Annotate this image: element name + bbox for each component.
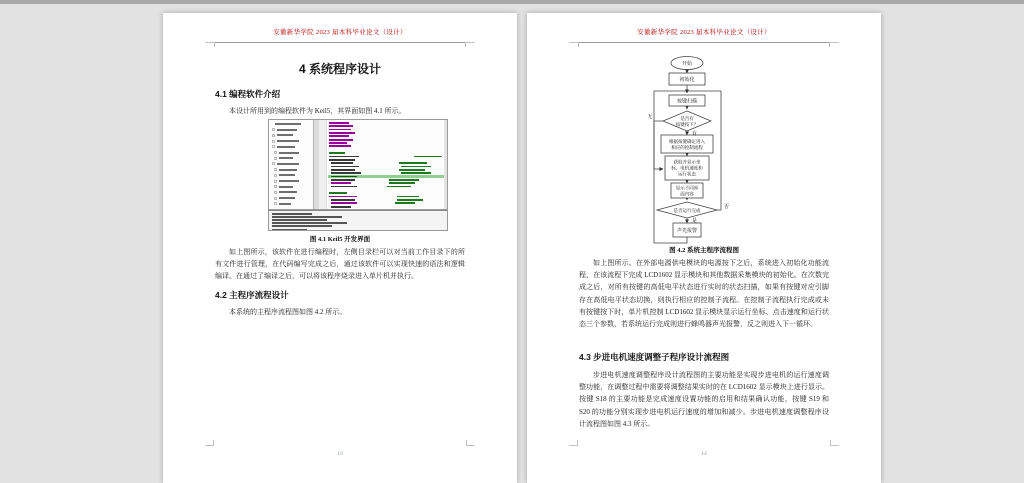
tree-item-label-bar (279, 203, 291, 205)
code-text-bar (329, 156, 359, 158)
build-output-line-bar (272, 225, 332, 227)
code-text-bar (331, 206, 351, 208)
build-output-line-bar (272, 222, 347, 224)
code-text-bar (397, 199, 423, 201)
code-text-bar (329, 129, 351, 131)
code-text-bar (331, 186, 357, 188)
main-program-flowchart (527, 49, 881, 247)
code-text-bar (329, 122, 349, 124)
section-4-2-paragraph: 本系统的主程序流程图如图 4.2 所示。 (229, 308, 347, 316)
header-crop-mark-right (829, 42, 839, 47)
code-text-bar (331, 172, 361, 174)
section-4-3-heading: 4.3 步进电机速度调整子程序设计流程图 (579, 352, 730, 362)
keil5-code-editor-panel (319, 120, 447, 209)
tree-item-label-bar (277, 146, 295, 148)
footer-crop-mark-right (466, 440, 475, 446)
section-4-1-heading: 4.1 编程软件介绍 (215, 89, 281, 99)
document-page-right[interactable] (527, 13, 881, 483)
tree-item-label-bar (279, 152, 299, 154)
tree-expander-icon (274, 168, 277, 171)
svg-text:是否有: 是否有 (680, 116, 694, 121)
document-page-left[interactable] (163, 13, 517, 483)
keil5-build-output-panel (268, 210, 448, 231)
build-output-line-bar (272, 219, 327, 221)
code-text-bar (331, 162, 353, 164)
tree-expander-icon (272, 162, 275, 165)
code-text-bar (331, 182, 351, 184)
code-text-bar (397, 196, 419, 198)
header-rule (205, 42, 475, 48)
build-output-line-bar (272, 216, 342, 218)
svg-text:是否运行完成: 是否运行完成 (673, 208, 701, 213)
svg-text:按键按下？: 按键按下？ (675, 122, 699, 127)
svg-text:初始化: 初始化 (679, 77, 695, 83)
tree-item-label-bar (279, 157, 293, 159)
tree-expander-icon (274, 157, 277, 160)
svg-text:声光报警: 声光报警 (676, 228, 698, 234)
keil5-project-tree-panel (269, 120, 314, 209)
page-header-text: 安徽新华学院 2023 届本科毕业论文（设计） (637, 29, 771, 36)
tree-item-label-bar (277, 129, 297, 131)
keil5-line-number-gutter (319, 120, 327, 209)
code-text-bar (329, 135, 349, 137)
header-crop-mark-left (569, 42, 579, 47)
header-crop-mark-right (465, 42, 475, 47)
svg-text:面内容: 面内容 (680, 191, 694, 197)
code-text-bar (389, 179, 419, 181)
chapter-title: 4 系统程序设计 (298, 62, 381, 76)
svg-text:是: 是 (692, 218, 698, 224)
code-text-bar (331, 199, 355, 201)
tree-item-label-bar (279, 174, 295, 176)
code-text-bar (329, 192, 347, 194)
footer-crop-mark-left (205, 440, 214, 446)
section-4-3-paragraph: 步进电机速度调整程序设计流程图的主要功能是实现步进电机的运行速度调整功能，在调整过程中需要将调整结果实时的在 LCD1602 显示模块上进行显示。按键 S18 的主要功能是完成速度设置功能的启用和结果确认功能，按键 S19 和 S20 的功能分别实现步进电机运行速度的增加和减少。步进电机速度调整程序设计流程图如图 4.3 所示。 (579, 371, 829, 428)
code-text-bar (387, 186, 411, 188)
page-number: 14 (701, 451, 707, 457)
section-4-2-heading: 4.2 主程序流程设计 (215, 290, 289, 300)
code-text-bar (329, 132, 355, 134)
tree-item-label-bar (277, 134, 293, 136)
svg-text:按键扫描: 按键扫描 (676, 98, 698, 105)
tree-expander-icon (272, 145, 275, 148)
tree-item-label-bar (275, 123, 301, 125)
code-text-bar (399, 162, 427, 164)
code-text-bar (395, 202, 415, 204)
tree-item-label-bar (277, 140, 299, 142)
header-crop-mark-left (205, 42, 215, 47)
tree-expander-icon (274, 202, 277, 205)
code-text-bar (329, 139, 353, 141)
section-4-1-paragraph: 本设计所用到的编程软件为 Keil5，其界面如图 4.1 所示。 (229, 107, 406, 115)
tree-item-label-bar (279, 186, 293, 188)
keil5-scrollbar (444, 120, 447, 209)
code-text-bar (331, 166, 359, 168)
svg-text:有: 有 (692, 131, 698, 137)
build-output-line-bar (272, 213, 312, 215)
keil5-ide-area (268, 119, 448, 210)
svg-text:获取并显示坐: 获取并显示坐 (673, 159, 701, 165)
window-top-edge (0, 0, 1024, 4)
tree-item-label-bar (279, 169, 297, 171)
code-text-bar (399, 169, 425, 171)
tree-expander-icon (274, 185, 277, 188)
figure-4-2-caption: 图 4.2 系统主程序流程图 (669, 247, 739, 254)
svg-text:无: 无 (647, 114, 653, 120)
svg-text:根据按键确定进入: 根据按键确定进入 (669, 139, 705, 144)
code-text-bar (331, 176, 357, 178)
code-text-bar (401, 172, 431, 174)
svg-text:标、电机速度和: 标、电机速度和 (671, 165, 703, 171)
code-text-bar (389, 182, 415, 184)
code-text-bar (329, 145, 351, 147)
build-output-line-bar (272, 229, 307, 231)
svg-text:否: 否 (724, 204, 730, 210)
svg-text:运行状态: 运行状态 (678, 171, 696, 177)
tree-expander-icon (272, 128, 275, 131)
flow-control-node (661, 135, 713, 153)
tree-expander-icon (272, 134, 275, 137)
code-text-bar (329, 196, 357, 198)
tree-expander-icon (274, 191, 277, 194)
footer-crop-mark-right (830, 440, 839, 446)
svg-text:显示不同界: 显示不同界 (675, 185, 699, 191)
tree-expander-icon (272, 140, 275, 143)
tree-item-label-bar (279, 180, 299, 182)
code-text-bar (329, 152, 345, 154)
code-text-bar (331, 169, 355, 171)
figure-4-1-caption: 图 4.1 Keil5 开发界面 (309, 236, 371, 243)
svg-text:开始: 开始 (681, 61, 693, 67)
keil5-screenshot-figure (268, 119, 448, 231)
tree-item-label-bar (277, 163, 299, 165)
code-text-bar (401, 166, 431, 168)
paragraph-after-figure: 如上图所示，该软件在进行编程时，左侧目录栏可以对当前工作目录下的所有文件进行管理，在代码编写完成之后，通过该软件可以实现快速的语法和逻辑编译。在通过了编译之后，可以将该程序烧录进入单片机并执行。 (215, 248, 465, 281)
tree-item-label-bar (279, 197, 295, 199)
header-rule (569, 42, 839, 48)
page-header-text: 安徽新华学院 2023 届本科毕业论文（设计） (273, 29, 407, 36)
code-text-bar (414, 156, 442, 158)
tree-expander-icon (274, 174, 277, 177)
tree-expander-icon (274, 180, 277, 183)
paragraph-main-flow: 如上图所示。在外部电源供电模块的电源按下之后，系统进入初始化功能流程，在该流程下完成 LCD1602 显示模块和其他数据采集模块的初始化。在次数完成之后，对所有按键的高低电平状态进行实时的状态扫描，如果有按键对应引脚存在高低电平状态切换，则执行相应的控制子流程。在控制子流程执行完成或未有按键按下时，单片机控制 LCD1602 显示模块显示运行坐标、点击速度和运行状态三个参数，若系统运行完成则进行蜂鸣器声光报警，反之则进入下一循环。 (579, 259, 829, 329)
code-text-bar (329, 142, 347, 144)
code-text-bar (331, 179, 355, 181)
tree-expander-icon (274, 197, 277, 200)
code-text-bar (331, 202, 357, 204)
page-number: 13 (337, 451, 343, 457)
flow-key-decision-node (663, 111, 711, 131)
tree-expander-icon (274, 151, 277, 154)
footer-crop-mark-left (569, 440, 578, 446)
code-text-bar (329, 125, 353, 127)
tree-item-label-bar (279, 191, 297, 193)
code-text-bar (329, 159, 355, 161)
svg-text:相应的控制流程: 相应的控制流程 (671, 145, 703, 150)
